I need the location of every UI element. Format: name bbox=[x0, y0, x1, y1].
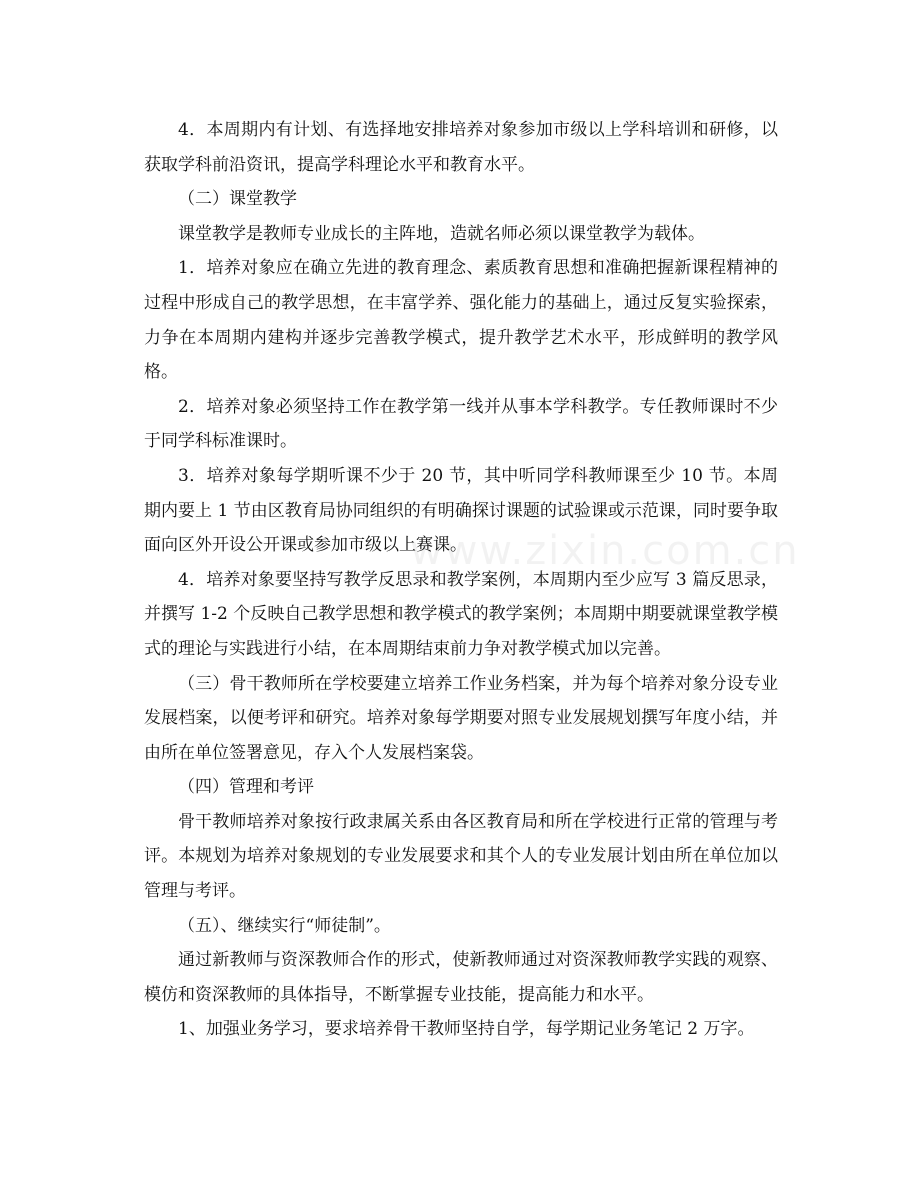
heading-mentorship: （五）、继续实行“师徒制”。 bbox=[178, 915, 391, 936]
document-body bbox=[144, 113, 778, 1047]
heading-classroom-teaching: （二）课堂教学 bbox=[178, 189, 297, 210]
paragraph-management: 骨干教师培养对象按行政隶属关系由各区教育局和所在学校进行正常的管理与考评。本规划为培养对象规划的专业发展要求和其个人的专业发展计划由所在单位加以管理与考评。 bbox=[144, 811, 778, 902]
paragraph-item-1-ideas: 1．培养对象应在确立先进的教育理念、素质教育思想和准确把握新课程精神的过程中形成自己的教学思想，在丰富学养、强化能力的基础上，通过反复实验探索，力争在本周期内建构并逐步完善教学模式，提升教学艺术水平，形成鲜明的教学风格。 bbox=[144, 258, 778, 383]
paragraph-item-2-frontline: 2．培养对象必须坚持工作在教学第一线并从事本学科教学。专任教师课时不少于同学科标准课时。 bbox=[144, 396, 778, 452]
paragraph-archives: （三）骨干教师所在学校要建立培养工作业务档案，并为每个培养对象分设专业发展档案，以便考评和研究。培养对象每学期要对照专业发展规划撰写年度小结，并由所在单位签署意见，存入个人发展档案袋。 bbox=[144, 673, 778, 763]
paragraph-item-4-plan: 4．本周期内有计划、有选择地安排培养对象参加市级以上学科培训和研修，以获取学科前沿资讯，提高学科理论水平和教育水平。 bbox=[144, 120, 778, 175]
paragraph-classroom-intro: 课堂教学是教师专业成长的主阵地，造就名师必须以课堂教学为载体。 bbox=[178, 223, 705, 244]
paragraph-item-1-study: 1、加强业务学习，要求培养骨干教师坚持自学，每学期记业务笔记 2 万字。 bbox=[178, 1019, 755, 1040]
paragraph-item-3-lessons: 3．培养对象每学期听课不少于 20 节，其中听同学科教师课至少 10 节。本周期内要上 1 节由区教育局协同组织的有明确探讨课题的试验课或示范课，同时要争取面向区外开设公开课或参加市级以上赛课。 bbox=[144, 465, 778, 556]
paragraph-mentorship: 通过新教师与资深教师合作的形式，使新教师通过对资深教师教学实践的观察、模仿和资深教师的具体指导，不断掌握专业技能，提高能力和水平。 bbox=[144, 950, 778, 1005]
watermark: www.zixin.com.cn bbox=[410, 528, 800, 574]
heading-management: （四）管理和考评 bbox=[178, 777, 314, 798]
paragraph-item-4-reflection: 4．培养对象要坚持写教学反思录和教学案例，本周期内至少应写 3 篇反思录，并撰写 1-2 个反映自己教学思想和教学模式的教学案例；本周期中期要就课堂教学模式的理论与实践进行小结，在本周期结束前力争对教学模式加以完善。 bbox=[144, 569, 778, 659]
